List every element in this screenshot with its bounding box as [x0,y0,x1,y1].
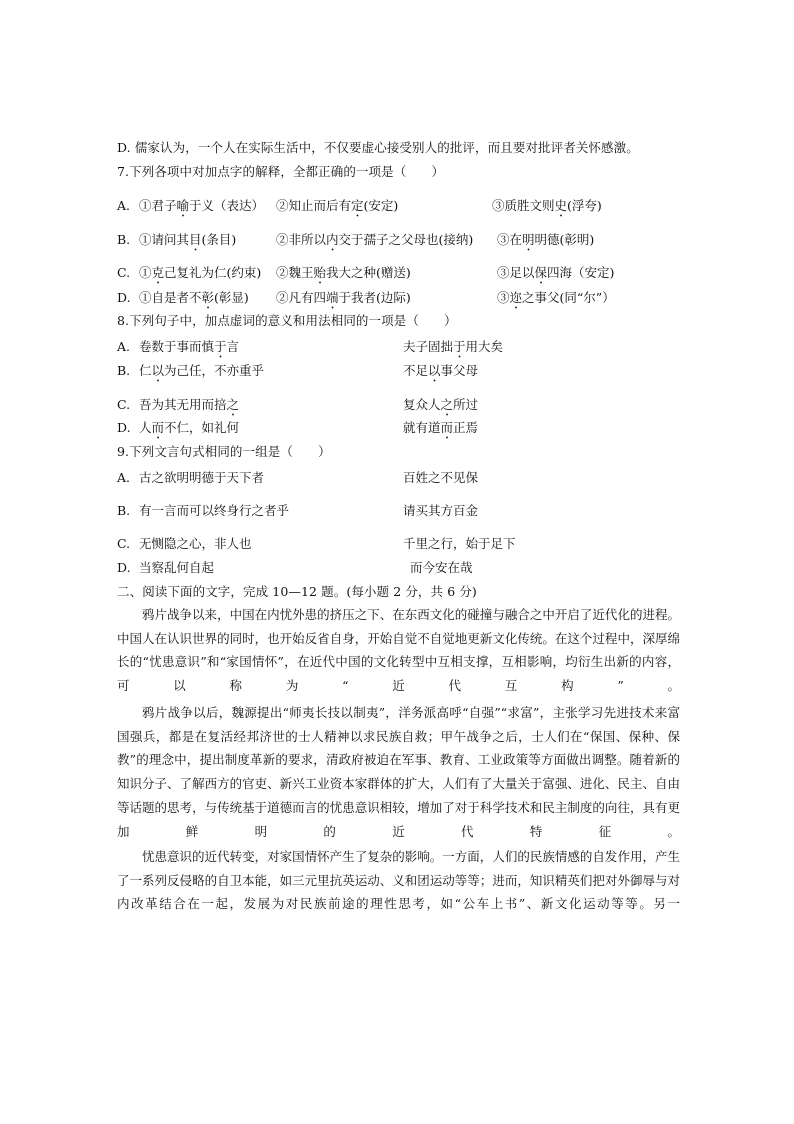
q7-b-item2: ②非所以内交于孺子之父母也(接纳) [276,232,474,247]
q7-d-label: D. [117,290,131,305]
q6-option-d: D. 儒家认为，一个人在实际生活中，不仅要虚心接受别人的批评，而且要对批评者关怀感激。 [117,140,639,155]
q8-a-label: A. [117,339,131,354]
q7-d-item2: ②凡有四端于我者(边际) [276,290,411,305]
section-2-heading: 二、阅读下面的文字，完成 10—12 题。(每小题 2 分，共 6 分) [117,584,477,599]
q9-stem: 9.下列文言句式相同的一组是（ ） [117,444,331,459]
q7-a-item3: ③质胜文则史(浮夸) [492,198,602,213]
q9-a-right: 百姓之不见保 [403,470,479,485]
q7-c-label: C. [117,265,131,280]
q7-b-item3: ③在明明德(彰明) [497,232,595,247]
q7-d-item3: ③迩之事父(同“尔”） [497,290,615,305]
q9-c-label: C. [117,536,131,551]
q7-a-item2: ②知止而后有定(安定) [276,198,399,213]
q7-d-item1: ①自是者不彰(彰显) [139,290,249,305]
q8-b-left: 仁以为己任，不亦重乎 [139,363,265,378]
q7-c-item2: ②魏王贻我大之种(赠送) [276,265,411,280]
passage-paragraph-1: 鸦片战争以来，中国在内忧外患的挤压之下、在东西文化的碰撞与融合之中开启了近代化的进程。中国人在认识世界的同时，也开始反省自身，开始自觉不自觉地更新文化传统。在这个过程中，深厚绵长的“忧患意识”和“家国情怀”，在近代中国的文化转型中互相支撑，互相影响，均衍生出新的内容，可以称为“近代互构”。 [117,607,680,694]
q8-b-right: 不足以事父母 [403,363,479,378]
q9-d-label: D. [117,560,131,575]
q8-d-right: 就有道而正焉 [403,420,479,435]
q8-c-right: 复众人之所过 [403,397,479,412]
q9-a-label: A. [117,470,131,485]
q7-a-label: A. [117,198,131,213]
q8-a-left: 卷数于事而慎于言 [139,339,240,354]
q9-b-left: 有一言而可以终身行之者乎 [139,503,290,518]
q8-stem: 8.下列句子中，加点虚词的意义和用法相同的一项是（ ） [117,313,457,328]
q9-b-label: B. [117,503,131,518]
q8-b-label: B. [117,363,131,378]
q8-a-right: 夫子固拙于用大矣 [403,339,504,354]
q9-d-left: 当察乱何自起 [139,560,215,575]
q9-c-right: 千里之行，始于足下 [403,536,516,551]
q9-a-left: 古之欲明明德于天下者 [139,470,265,485]
q9-b-right: 请买其方百金 [403,503,479,518]
q7-c-item3: ③足以保四海（安定) [497,265,615,280]
q7-stem: 7.下列各项中对加点字的解释，全都正确的一项是（ ） [117,164,445,179]
q7-c-item1: ①克己复礼为仁(约束) [139,265,262,280]
passage-paragraph-2: 鸦片战争以后，魏源提出“师夷长技以制夷”，洋务派高呼“自强”“求富”，主张学习先进技术来富国强兵，都是在复活经邦济世的士人精神以求民族自救；甲午战争之后，士人们在“保国、保种、保教”的理念中，提出制度革新的要求，清政府被迫在军事、教育、工业政策等方面做出调整。随着新的知识分子、了解西方的官吏、新兴工业资本家群体的扩大，人们有了大量关于富强、进化、民主、自由等话题的思考，与传统基于道德而言的忧患意识相较，增加了对于科学技术和民主制度的向往，具有更加鲜明的近代特征。 [117,705,680,839]
q8-c-label: C. [117,397,131,412]
q7-b-label: B. [117,232,131,247]
q9-c-left: 无恻隐之心，非人也 [139,536,252,551]
q7-a-item1: ①君子喻于义（表达） [139,198,265,213]
q8-d-left: 人而不仁，如礼何 [139,420,240,435]
passage-paragraph-3: 忧患意识的近代转变，对家国情怀产生了复杂的影响。一方面，人们的民族情感的自发作用，产生了一系列反侵略的自卫本能，如三元里抗英运动、义和团运动等等；进而，知识精英们把对外御辱与对内改革结合在一起，发展为对民族前途的理性思考，如“公车上书”、新文化运动等等。另一 [117,849,680,912]
q9-d-right: 而今安在哉 [410,560,473,575]
q8-d-label: D. [117,420,131,435]
q8-c-left: 吾为其无用而掊之 [139,397,240,412]
q7-b-item1: ①请问其目(条目) [139,232,237,247]
